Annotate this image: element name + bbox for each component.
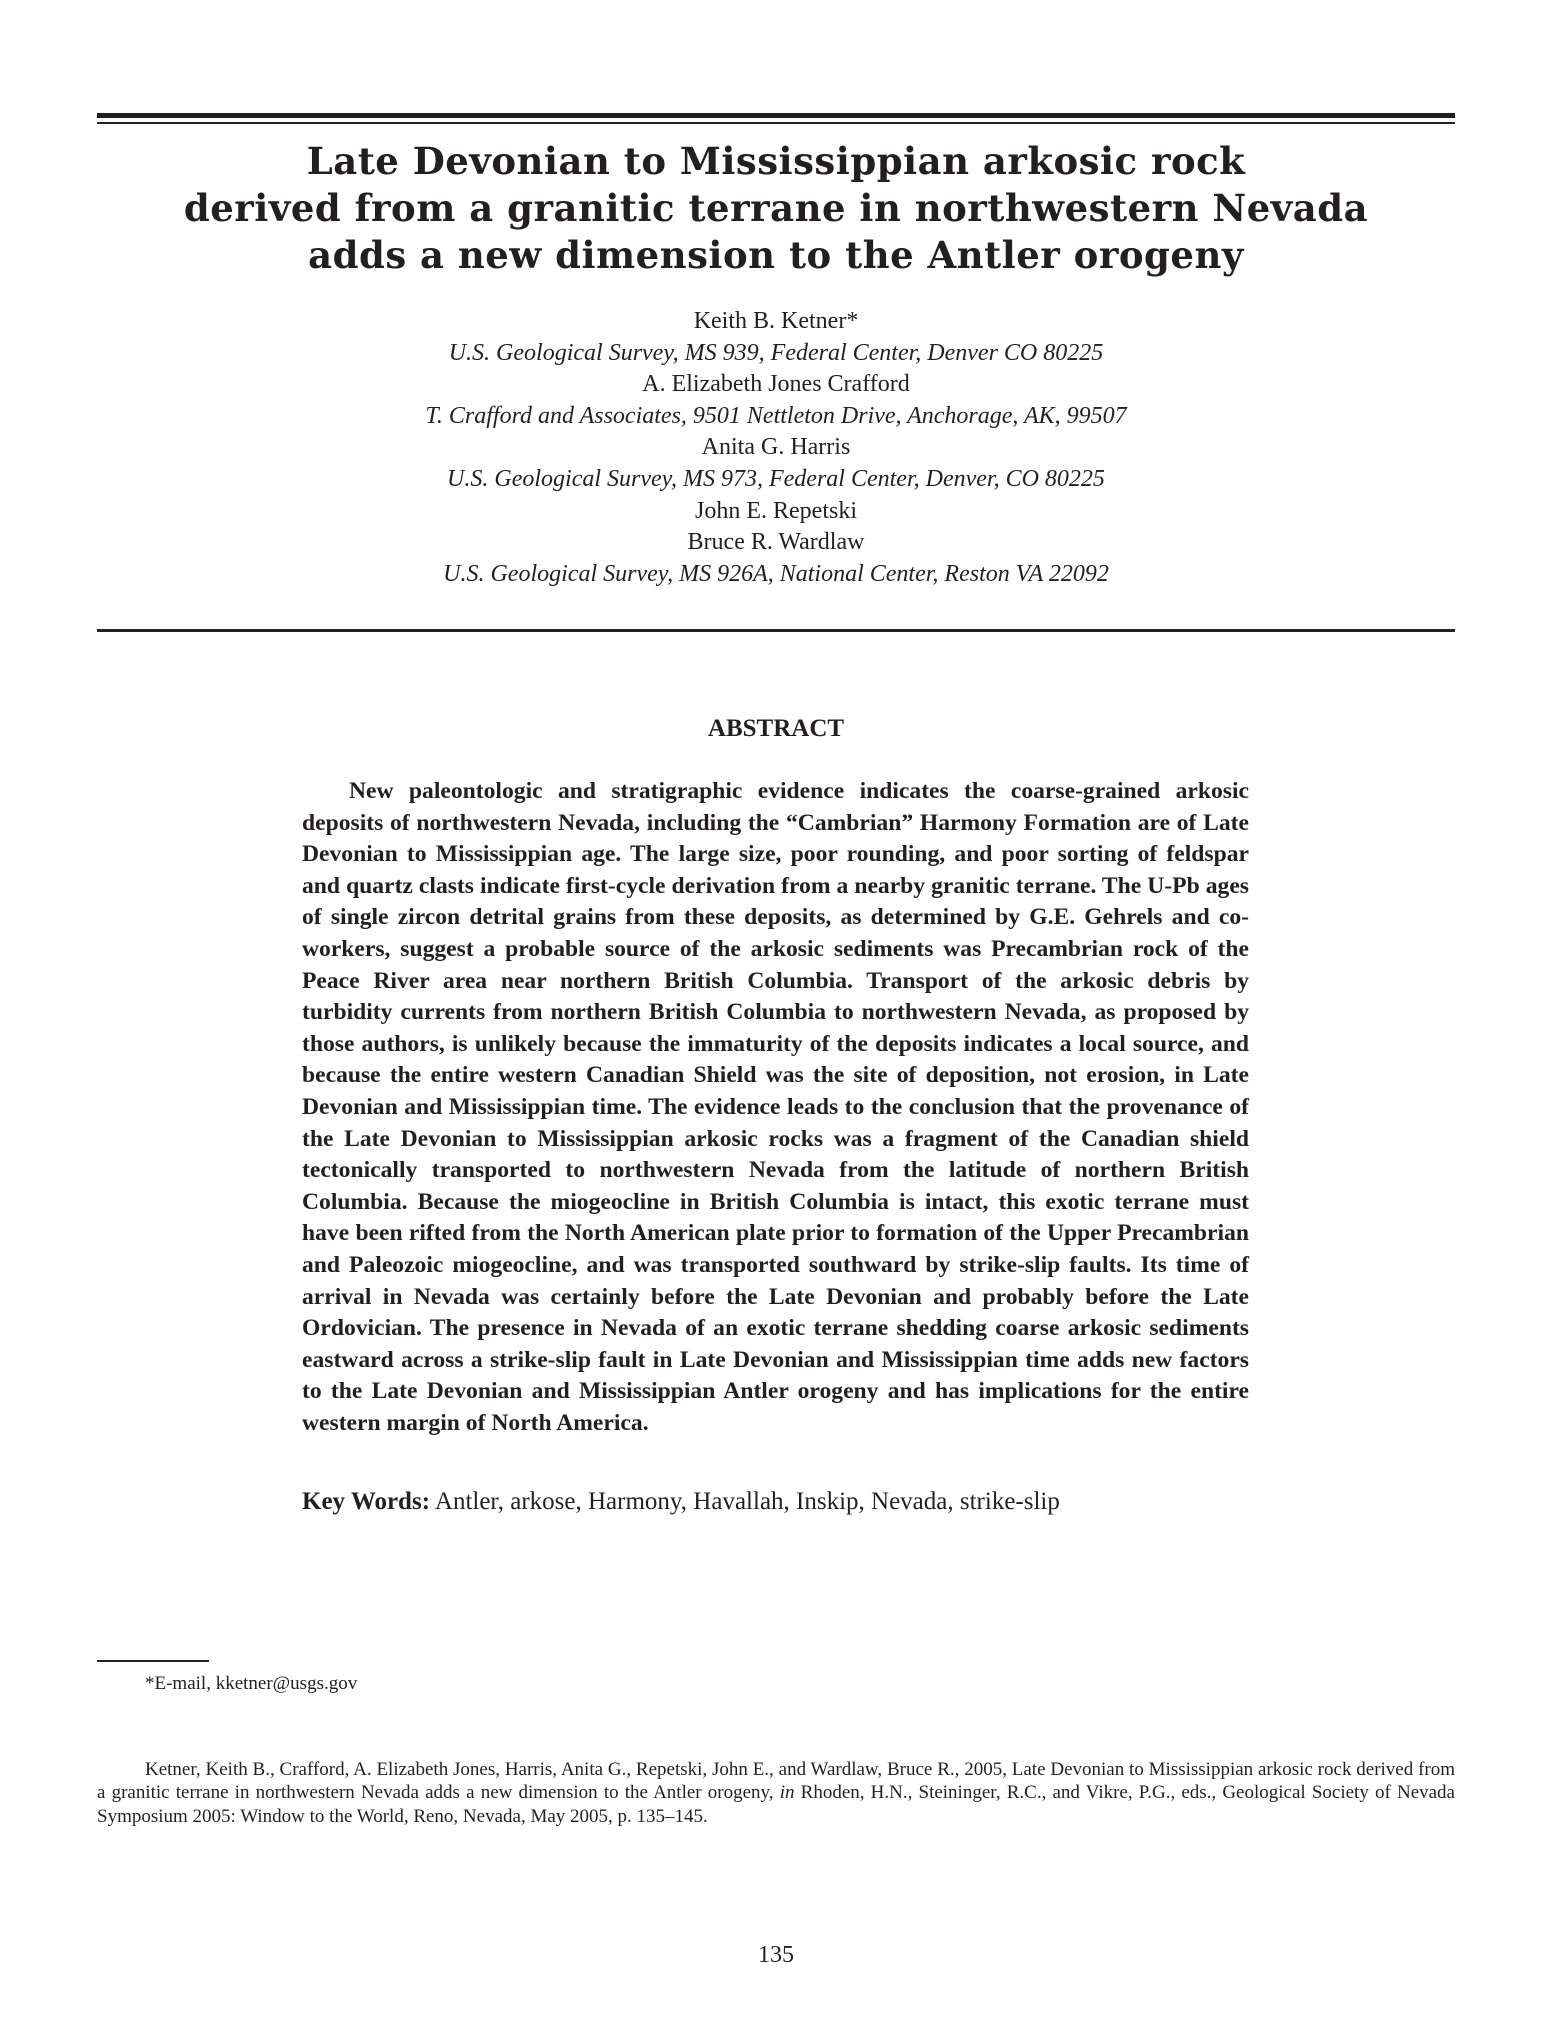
abstract-text: New paleontologic and stratigraphic evidence indicates the coarse-grained arkosic deposits of northwestern Nevada, including the “Cambrian” Harmony Formation are of Late Devonian to Mississippian age. The large size, poor rounding, and poor sorting of feldspar and quartz clasts indicate first-cycle derivation from a nearby granitic terrane. The U-Pb ages of single zircon detrital grains from these deposits, as determined by G.E. Gehrels and co-workers, suggest a probable source of the arkosic sediments was Precambrian rock of the Peace River area near northern British Columbia. Transport of the arkosic debris by turbidity currents from northern British Columbia to northwestern Nevada, as proposed by those authors, is unlikely because the immaturity of the deposits indicates a local source, and because the entire western Canadian Shield was the site of deposition, not erosion, in Late Devonian and Mississippian time. The evidence leads to the conclusion that the provenance of the Late Devonian to Mississippian arkosic rocks was a fragment of the Canadian shield tectonically transported to northwestern Nevada from the latitude of northern British Columbia. Because the miogeocline in British Columbia is intact, this exotic terrane must have been rifted from the North American plate prior to formation of the Upper Precambrian and Paleozoic miogeocline, and was transported southward by strike-slip faults. Its time of arrival in Nevada was certainly before the Late Devonian and probably before the Late Ordovician. The presence in Nevada of an exotic terrane shedding coarse arkosic sediments eastward across a strike-slip fault in Late Devonian and Mississippian time adds new factors to the Late Devonian and Mississippian Antler orogeny and has implications for the entire western margin of North America. — [302, 778, 1249, 1436]
paper-title — [97, 138, 1455, 279]
page-number: 135 — [758, 1942, 794, 1968]
title-line-2: derived from a granitic terrane in northwestern Nevada — [183, 186, 1369, 230]
citation-text-start: Ketner, Keith B., Crafford, A. Elizabeth Jones, Harris, Anita G., Repetski, John E., and Wardlaw, Bruce R., 2005, Late Devonian to Mississippian arkosic rock derived from a granitic terrane in northwestern Nevada adds a new dimension to the Antler orogeny, — [97, 1759, 1455, 1804]
keywords-label: Key Words: — [302, 1488, 431, 1515]
abstract-heading: ABSTRACT — [707, 715, 845, 742]
footnote-rule — [97, 1660, 209, 1662]
top-rule-thin — [97, 122, 1455, 124]
citation-in: in — [779, 1782, 795, 1804]
title-line-3: adds a new dimension to the Antler orogeny — [308, 233, 1244, 277]
author-name: John E. Repetski — [695, 497, 857, 524]
author-affiliation: U.S. Geological Survey, MS 973, Federal Center, Denver, CO 80225 — [447, 465, 1105, 492]
author-affiliation: U.S. Geological Survey, MS 939, Federal Center, Denver CO 80225 — [448, 339, 1104, 366]
author-affiliation: U.S. Geological Survey, MS 926A, National Center, Reston VA 22092 — [443, 560, 1109, 587]
author-name: Bruce R. Wardlaw — [687, 529, 865, 556]
citation — [97, 1758, 1455, 1828]
author-affiliation: T. Crafford and Associates, 9501 Nettleton Drive, Anchorage, AK, 99507 — [425, 402, 1127, 429]
citation-text-end: Rhoden, H.N., Steininger, R.C., and Vikre, P.G., eds., Geological Society of Nevada Symposium 2005: Window to the World, Reno, Nevada, May 2005, p. 135–145. — [97, 1782, 1455, 1827]
author-block — [97, 306, 1455, 590]
footnote-email: *E-mail, kketner@usgs.gov — [145, 1673, 358, 1694]
title-line-1: Late Devonian to Mississippian arkosic rock — [306, 139, 1246, 183]
keywords — [302, 1486, 1249, 1518]
author-name: A. Elizabeth Jones Crafford — [642, 371, 910, 398]
keywords-list: Antler, arkose, Harmony, Havallah, Inskip, Nevada, strike-slip — [434, 1488, 1060, 1515]
author-name: Anita G. Harris — [701, 434, 851, 461]
header-divider — [97, 629, 1455, 632]
author-name: Keith B. Ketner* — [693, 308, 859, 334]
top-rule-thick — [97, 113, 1455, 118]
